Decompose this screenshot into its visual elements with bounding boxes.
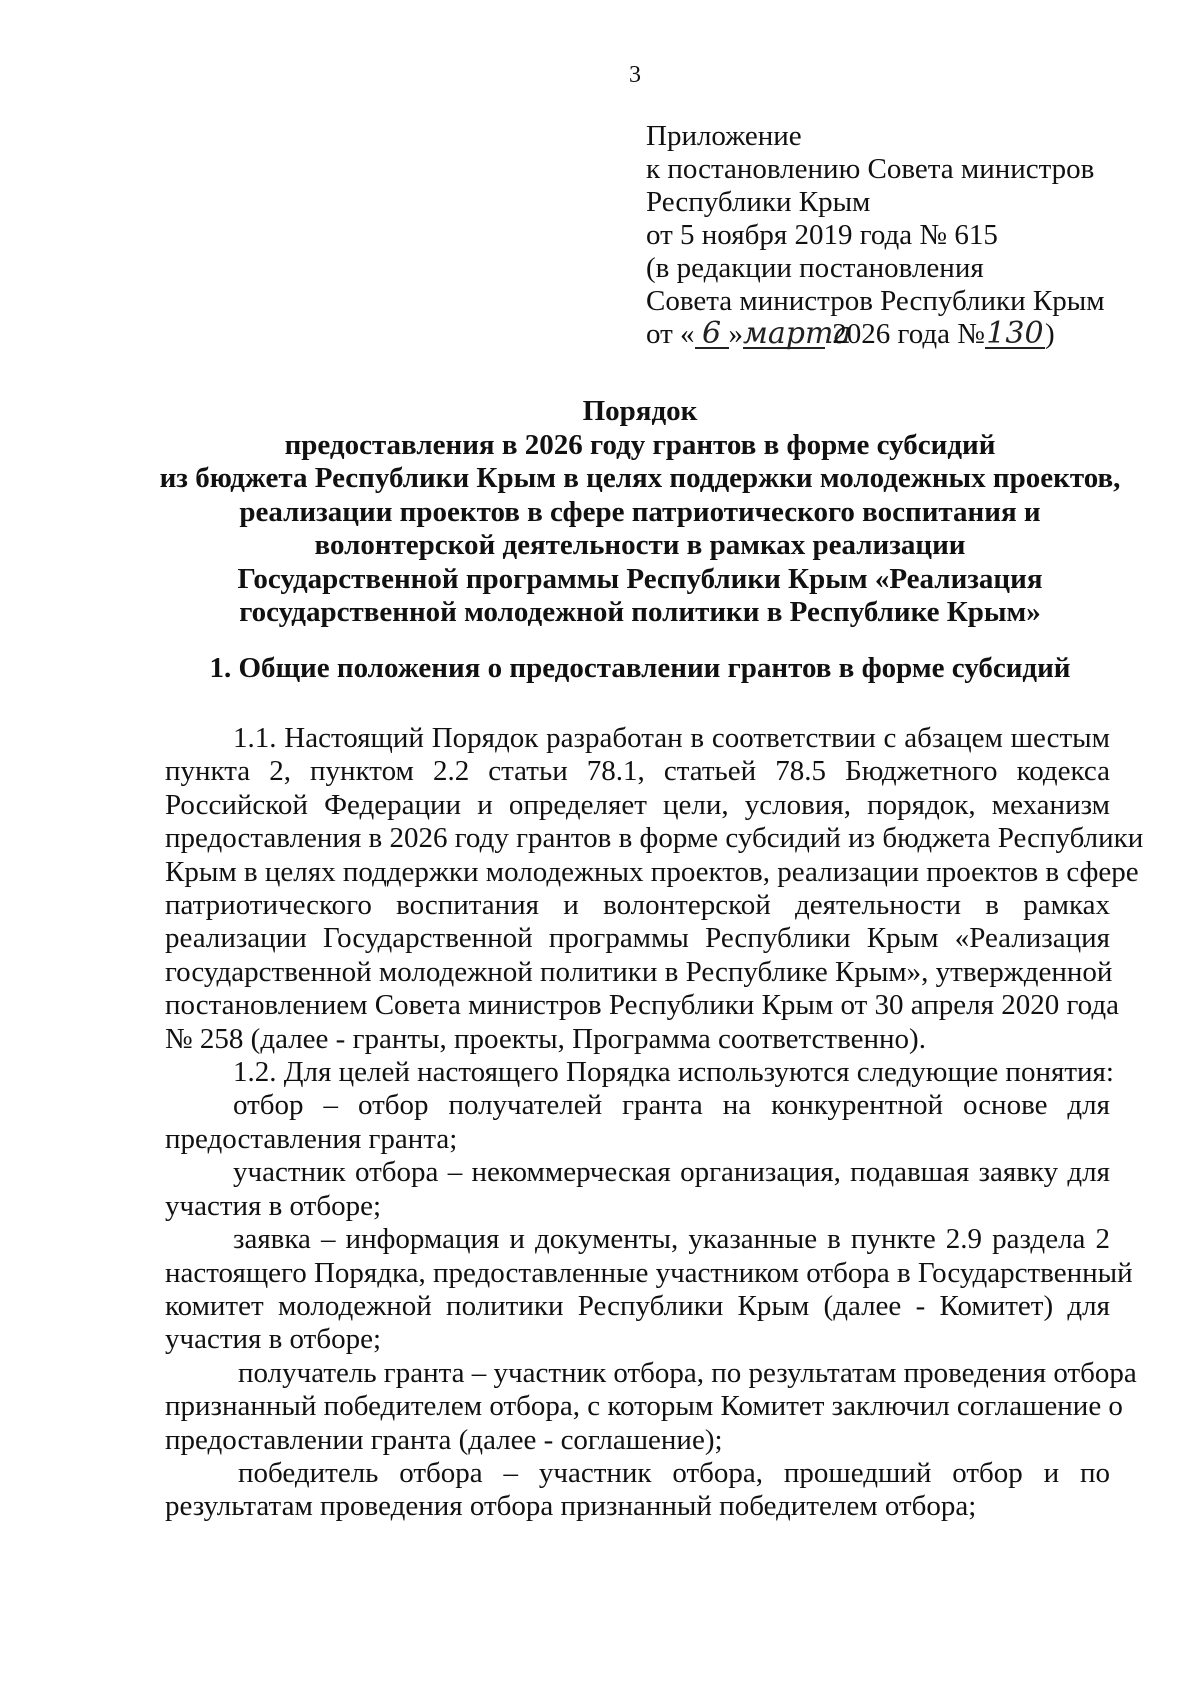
appendix-line: Республики Крым bbox=[646, 186, 871, 218]
body-line: 1.1. Настоящий Порядок разработан в соответствии с абзацем шестым bbox=[233, 722, 1110, 754]
body-line: участник отбора – некоммерческая организация, подавшая заявку для bbox=[233, 1156, 1110, 1189]
appendix-line: к постановлению Совета министров bbox=[646, 153, 1095, 185]
handwritten-day: 6 bbox=[695, 321, 729, 349]
body-line: предоставления гранта; bbox=[165, 1122, 458, 1155]
title-line: Порядок bbox=[582, 395, 698, 427]
body-line: государственной молодежной политики в Республике Крым», утвержденной bbox=[165, 955, 1113, 988]
body-line: патриотического воспитания и волонтерской деятельности в рамках bbox=[165, 889, 1110, 922]
body-line: реализации Государственной программы Республики Крым «Реализация bbox=[165, 922, 1110, 955]
document-title bbox=[150, 395, 1130, 630]
date-mid: » bbox=[728, 318, 744, 350]
body-line: участия в отборе; bbox=[165, 1189, 382, 1222]
body-line: отбор – отбор получателей гранта на конкурентной основе для bbox=[233, 1089, 1110, 1122]
body-line: предоставлении гранта (далее - соглашение); bbox=[165, 1423, 723, 1456]
date-year: 2026 года № bbox=[825, 318, 985, 350]
title-line: волонтерской деятельности в рамках реализации bbox=[314, 529, 966, 561]
body-line: признанный победителем отбора, с которым Комитет заключил соглашение о bbox=[165, 1390, 1123, 1423]
body-line: Российской Федерации и определяет цели, условия, порядок, механизм bbox=[165, 788, 1110, 821]
body-line: участия в отборе; bbox=[165, 1323, 382, 1356]
title-line: из бюджета Республики Крым в целях поддержки молодежных проектов, bbox=[159, 462, 1121, 494]
date-prefix: от « bbox=[646, 318, 695, 350]
title-line: государственной молодежной политики в Республике Крым» bbox=[239, 596, 1041, 628]
appendix-line: Приложение bbox=[646, 120, 802, 152]
title-line: реализации проектов в сфере патриотического воспитания и bbox=[239, 495, 1041, 528]
handwritten-month: марта bbox=[743, 316, 852, 351]
body-line: настоящего Порядка, предоставленные участником отбора в Государственный bbox=[165, 1256, 1133, 1289]
appendix-line: (в редакции постановления bbox=[646, 252, 984, 284]
document-body bbox=[165, 722, 1144, 1524]
section-heading: 1. Общие положения о предоставлении грантов в форме субсидий bbox=[209, 652, 1071, 684]
body-line: результатам проведения отбора признанный победителем отбора; bbox=[165, 1490, 977, 1523]
title-line: Государственной программы Республики Крым «Реализация bbox=[237, 562, 1043, 595]
body-line: заявка – информация и документы, указанные в пункте 2.9 раздела 2 bbox=[233, 1223, 1110, 1256]
appendix-line: от 5 ноября 2019 года № 615 bbox=[646, 219, 998, 251]
body-line: победитель отбора – участник отбора, прошедший отбор и по bbox=[238, 1456, 1110, 1489]
page-number: 3 bbox=[629, 62, 641, 88]
body-line: 1.2. Для целей настоящего Порядка используются следующие понятия: bbox=[233, 1056, 1114, 1089]
body-line: получатель гранта – участник отбора, по результатам проведения отбора bbox=[238, 1356, 1137, 1389]
body-line: пункта 2, пунктом 2.2 статьи 78.1, статьей 78.5 Бюджетного кодекса bbox=[165, 755, 1110, 788]
body-line: комитет молодежной политики Республики Крым (далее - Комитет) для bbox=[165, 1289, 1110, 1322]
appendix-line: Совета министров Республики Крым bbox=[646, 285, 1105, 317]
appendix-date-line bbox=[646, 318, 1166, 351]
handwritten-number: 130 bbox=[986, 316, 1044, 351]
body-line: постановлением Совета министров Республики Крым от 30 апреля 2020 года bbox=[165, 989, 1119, 1022]
title-line: предоставления в 2026 году грантов в форме субсидий bbox=[284, 428, 996, 461]
body-line: № 258 (далее - гранты, проекты, Программа соответственно). bbox=[165, 1022, 926, 1055]
date-suffix: ) bbox=[1044, 318, 1055, 350]
body-line: Крым в целях поддержки молодежных проектов, реализации проектов в сфере bbox=[165, 855, 1139, 888]
body-line: предоставления в 2026 году грантов в форме субсидий из бюджета Республики bbox=[165, 822, 1144, 855]
appendix-block bbox=[646, 120, 1166, 351]
